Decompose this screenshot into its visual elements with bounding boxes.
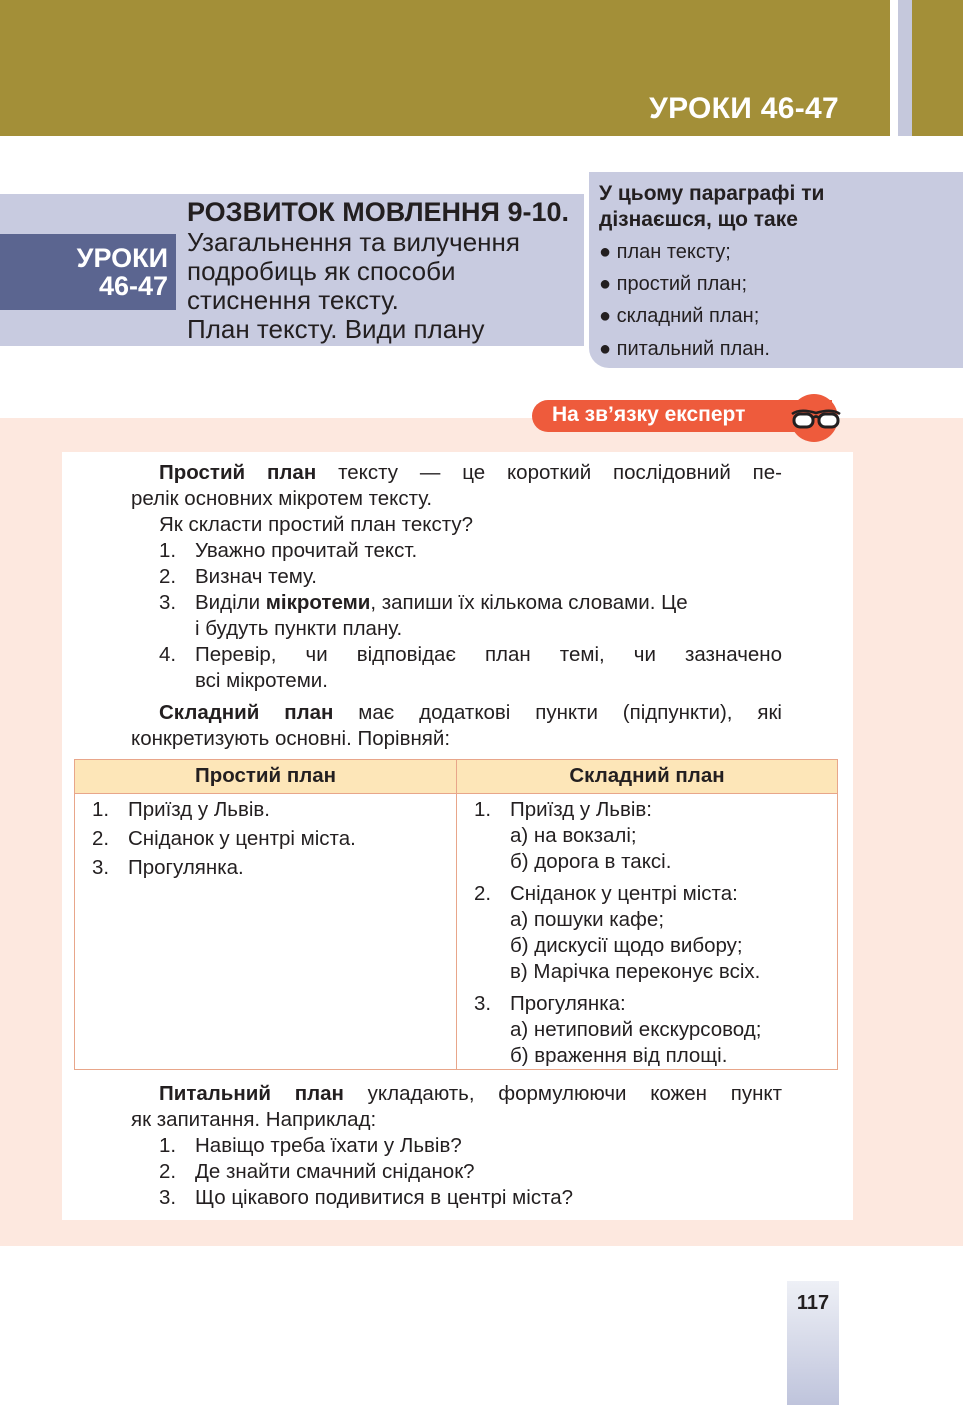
objective-item: ● план тексту; <box>599 241 731 263</box>
glasses-icon <box>790 404 842 432</box>
complex-subitem: а) нетиповий екскурсовод; <box>510 1018 762 1041</box>
step-number: 1. <box>159 539 177 562</box>
header-stripe-lavender <box>898 0 912 136</box>
simple-item: Прогулянка. <box>128 856 244 879</box>
simple-item-number: 1. <box>92 798 110 821</box>
objective-item: ● питальний план. <box>599 338 770 360</box>
term-question-plan: Питальний план <box>159 1082 344 1105</box>
definition-text: конкретизують основні. Порівняй: <box>131 727 451 750</box>
step-number: 4. <box>159 643 177 666</box>
simple-item-number: 3. <box>92 856 110 879</box>
question-number: 3. <box>159 1186 177 1209</box>
page-number: 117 <box>796 1292 830 1314</box>
lessons-badge-line2: 46-47 <box>98 271 168 301</box>
complex-subitem: а) пошуки кафе; <box>510 908 665 931</box>
page-title: РОЗВИТОК МОВЛЕННЯ 9-10. <box>187 197 569 227</box>
objectives-heading-line: У цьому параграфі ти <box>599 182 825 205</box>
question-number: 2. <box>159 1160 177 1183</box>
header-stripe-olive <box>912 0 963 136</box>
complex-item-number: 3. <box>474 992 492 1015</box>
objectives-heading-line: дізнаєшся, що таке <box>599 208 798 231</box>
table-column-divider <box>456 760 457 1069</box>
lessons-badge <box>0 234 176 310</box>
complex-subitem: а) на вокзалі; <box>510 824 637 847</box>
question-item: Де знайти смачний сніданок? <box>195 1160 475 1183</box>
step-text-continuation: і будуть пункти плану. <box>195 617 403 640</box>
complex-subitem: б) враження від площі. <box>510 1044 728 1067</box>
step-text-part: , запиши їх кількома словами. Це <box>370 591 688 614</box>
term-simple-plan: Простий план <box>159 461 317 484</box>
simple-item-number: 2. <box>92 827 110 850</box>
subtitle-line: Узагальнення та вилучення <box>187 227 520 257</box>
step-text: Визнач тему. <box>195 565 317 588</box>
definition-text: релік основних мікротем тексту. <box>131 487 433 510</box>
complex-subitem: б) дорога в таксі. <box>510 850 672 873</box>
lessons-badge-line1: УРОКИ <box>76 243 168 273</box>
question-plan-definition <box>131 1081 782 1107</box>
objective-item: ● простий план; <box>599 273 747 295</box>
step-number: 3. <box>159 591 177 614</box>
subtitle-line: План тексту. Види плану <box>187 314 485 344</box>
step-text-part: Виділи <box>195 591 266 614</box>
term-complex-plan: Складний план <box>159 701 334 724</box>
definition-text: тексту — це короткий послідовний пе- <box>316 461 782 484</box>
step-number: 2. <box>159 565 177 588</box>
step-text <box>195 590 688 616</box>
complex-subitem: в) Марічка переконує всіх. <box>510 960 761 983</box>
page-subtitle <box>187 228 577 344</box>
header-stripe <box>890 0 898 136</box>
step-text-continuation: всі мікротеми. <box>195 669 328 692</box>
simple-item: Сніданок у центрі міста. <box>128 827 356 850</box>
complex-item-number: 1. <box>474 798 492 821</box>
simple-plan-definition <box>131 460 782 486</box>
header-lessons-label: УРОКИ 46-47 <box>649 92 839 125</box>
definition-text: має додаткові пункти (підпункти), які <box>333 701 782 724</box>
step-text: Уважно прочитай текст. <box>195 539 418 562</box>
step-text: Перевір, чи відповідає план темі, чи зазначено <box>195 643 782 666</box>
complex-item: Сніданок у центрі міста: <box>510 882 738 905</box>
question-item: Навіщо треба їхати у Львів? <box>195 1134 462 1157</box>
objective-item: ● складний план; <box>599 305 760 327</box>
simple-item: Приїзд у Львів. <box>128 798 270 821</box>
complex-plan-definition <box>131 700 782 726</box>
question-item: Що цікавого подивитися в центрі міста? <box>195 1186 574 1209</box>
complex-item-number: 2. <box>474 882 492 905</box>
definition-text: укладають, формулюючи кожен пункт <box>343 1082 782 1105</box>
table-header-cell: Складний план <box>569 764 725 787</box>
complex-subitem: б) дискусії щодо вибору; <box>510 934 743 957</box>
subtitle-line: стиснення тексту. <box>187 285 399 315</box>
table-header-cell: Простий план <box>194 764 337 787</box>
objectives-heading <box>599 181 959 233</box>
complex-item: Приїзд у Львів: <box>510 798 652 821</box>
expert-label: На зв’язку експерт <box>552 403 746 426</box>
term-microtopics: мікротеми <box>265 591 371 614</box>
question-number: 1. <box>159 1134 177 1157</box>
subtitle-line: подробиць як способи <box>187 256 456 286</box>
complex-item: Прогулянка: <box>510 992 626 1015</box>
howto-question: Як скласти простий план тексту? <box>159 513 473 536</box>
definition-text: як запитання. Наприклад: <box>131 1108 377 1131</box>
